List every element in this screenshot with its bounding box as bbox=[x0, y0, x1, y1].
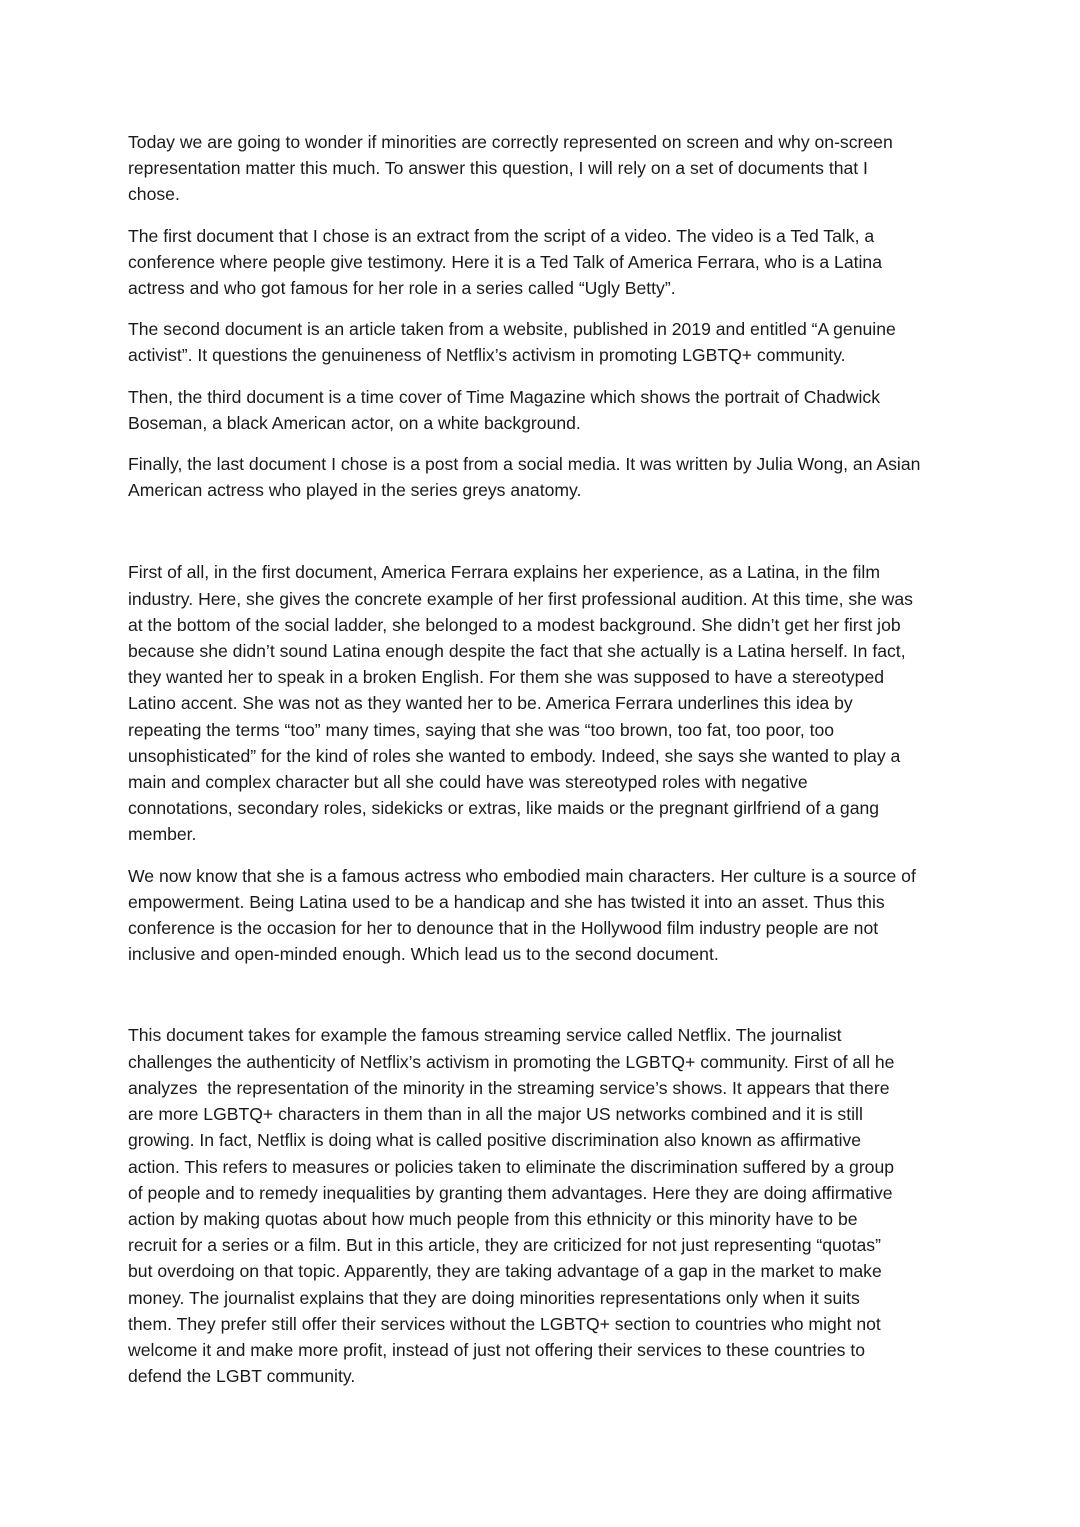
body-paragraph: We now know that she is a famous actress who embodied main characters. Her culture is a source of empowerment. Being Latina used to be a handicap and she has twisted it into an asset. Thus this conference is the occasion for her to denounce that in the Hollywood film industry people are not inclusive and open-minded enough. Which lead us to the second document. bbox=[128, 865, 916, 965]
body-paragraph: This document takes for example the famous streaming service called Netflix. The journalist challenges the authenticity of Netflix’s activism in promoting the LGBTQ+ community. First of all he analyzes the representation of the minority in the streaming service’s shows. It appears that there are more LGBTQ+ characters in them than in all the major US networks combined and it is still growing. In fact, Netflix is doing what is called positive discrimination also known as affirmative action. This refers to measures or policies taken to eliminate the discrimination suffered by a group of people and to remedy inequalities by granting them advantages. Here they are doing affirmative action by making quotas about how much people from this ethnicity or this minority have to be recruit for a series or a film. But in this article, they are criticized for not just representing “quotas” but overdoing on that topic. Apparently, they are taking advantage of a gap in the market to make money. The journalist explains that they are doing minorities representations only when it suits them. They prefer still offer their services without the LGBTQ+ section to countries who might not welcome it and make more profit, instead of just not offering their services to these countries to defend the LGBT community. bbox=[128, 1025, 895, 1387]
section-spacer bbox=[128, 518, 958, 559]
intro-paragraph: The second document is an article taken from a website, published in 2019 and entitled “A genuine activist”. It questions the genuineness of Netflix’s activism in promoting LGBTQ+ community. bbox=[128, 319, 896, 366]
section-spacer bbox=[128, 982, 958, 1022]
intro-paragraph: Finally, the last document I chose is a post from a social media. It was written by Julia Wong, an Asian American actress who played in the series greys anatomy. bbox=[128, 454, 921, 501]
intro-paragraph: The first document that I chose is an extract from the script of a video. The video is a Ted Talk, a conference where people give testimony. Here it is a Ted Talk of America Ferrara, who is a Latina actress and who got famous for her role in a series called “Ugly Betty”. bbox=[128, 225, 882, 299]
document-body bbox=[128, 129, 958, 1404]
body-paragraph: First of all, in the first document, America Ferrara explains her experience, as a Latina, in the film industry. Here, she gives the concrete example of her first professional audition. At this time, she was at the bottom of the social ladder, she belonged to a modest background. She didn’t get her first job because she didn’t sound Latina enough despite the fact that she actually is a Latina herself. In fact, they wanted her to speak in a broken English. For them she was supposed to have a stereotyped Latino accent. She was not as they wanted her to be. America Ferrara underlines this idea by repeating the terms “too” many times, saying that she was “too brown, too fat, too poor, too unsophisticated” for the kind of roles she wanted to embody. Indeed, she says she wanted to play a main and complex character but all she could have was stereotyped roles with negative connotations, secondary roles, sidekicks or extras, like maids or the pregnant girlfriend of a gang member. bbox=[128, 562, 913, 845]
intro-paragraph: Today we are going to wonder if minorities are correctly represented on screen and why on-screen representation matter this much. To answer this question, I will rely on a set of documents that I chose. bbox=[128, 132, 893, 205]
intro-paragraph: Then, the third document is a time cover of Time Magazine which shows the portrait of Chadwick Boseman, a black American actor, on a white background. bbox=[128, 386, 880, 433]
